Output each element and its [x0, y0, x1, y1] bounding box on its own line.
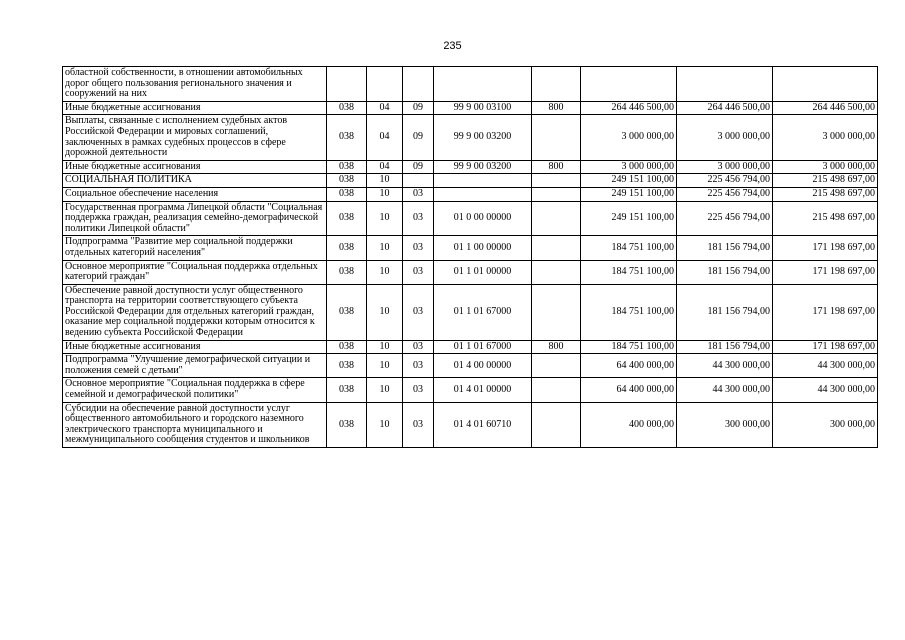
- row-amount-3: 215 498 697,00: [773, 201, 878, 236]
- row-name: Субсидии на обеспечение равной доступности услуг общественного автомобильного и городского наземного электрического транспорта муниципального и межмуниципального сообщения студентов и школьников: [63, 402, 327, 447]
- table-row: [63, 402, 878, 447]
- table-row: [63, 67, 878, 102]
- row-vr: 800: [532, 160, 581, 174]
- row-csr: 01 4 00 00000: [434, 354, 532, 378]
- row-pr: 09: [403, 115, 434, 160]
- row-gr: 038: [327, 340, 367, 354]
- row-csr: 01 1 01 00000: [434, 260, 532, 284]
- row-gr: 038: [327, 201, 367, 236]
- row-vr: [532, 67, 581, 102]
- row-amount-2: 3 000 000,00: [677, 160, 773, 174]
- row-csr: 01 1 00 00000: [434, 236, 532, 260]
- row-amount-1: 184 751 100,00: [581, 284, 677, 340]
- row-rz: [367, 67, 403, 102]
- row-vr: 800: [532, 101, 581, 115]
- row-name: Основное мероприятие "Социальная поддержка отдельных категорий граждан": [63, 260, 327, 284]
- row-amount-3: 171 198 697,00: [773, 236, 878, 260]
- row-vr: [532, 115, 581, 160]
- row-csr: [434, 174, 532, 188]
- row-rz: 10: [367, 402, 403, 447]
- table-row: [63, 378, 878, 402]
- row-rz: 04: [367, 101, 403, 115]
- row-amount-1: 184 751 100,00: [581, 340, 677, 354]
- row-pr: 03: [403, 201, 434, 236]
- table-row: [63, 236, 878, 260]
- row-pr: 03: [403, 284, 434, 340]
- row-gr: 038: [327, 402, 367, 447]
- row-rz: 10: [367, 378, 403, 402]
- row-amount-2: [677, 67, 773, 102]
- row-pr: 03: [403, 378, 434, 402]
- row-vr: [532, 236, 581, 260]
- row-pr: [403, 67, 434, 102]
- row-name: Государственная программа Липецкой области "Социальная поддержка граждан, реализация семейно-демографической политики Липецкой области": [63, 201, 327, 236]
- row-vr: [532, 174, 581, 188]
- row-pr: 03: [403, 340, 434, 354]
- row-vr: [532, 284, 581, 340]
- row-pr: 03: [403, 260, 434, 284]
- row-amount-2: 44 300 000,00: [677, 378, 773, 402]
- row-amount-1: 3 000 000,00: [581, 160, 677, 174]
- row-gr: 038: [327, 101, 367, 115]
- row-gr: 038: [327, 284, 367, 340]
- row-amount-3: 171 198 697,00: [773, 284, 878, 340]
- row-csr: 99 9 00 03200: [434, 160, 532, 174]
- row-rz: 04: [367, 115, 403, 160]
- row-amount-3: 171 198 697,00: [773, 260, 878, 284]
- row-name: СОЦИАЛЬНАЯ ПОЛИТИКА: [63, 174, 327, 188]
- row-vr: [532, 201, 581, 236]
- row-amount-1: 249 151 100,00: [581, 201, 677, 236]
- row-rz: 10: [367, 187, 403, 201]
- row-pr: 03: [403, 354, 434, 378]
- row-pr: 03: [403, 402, 434, 447]
- row-amount-1: 264 446 500,00: [581, 101, 677, 115]
- row-rz: 10: [367, 284, 403, 340]
- row-csr: [434, 187, 532, 201]
- page-number: 235: [443, 40, 462, 52]
- table-row: [63, 115, 878, 160]
- row-amount-2: 300 000,00: [677, 402, 773, 447]
- table-row: [63, 260, 878, 284]
- row-amount-2: 44 300 000,00: [677, 354, 773, 378]
- row-rz: 04: [367, 160, 403, 174]
- row-vr: [532, 378, 581, 402]
- row-csr: 01 1 01 67000: [434, 284, 532, 340]
- row-amount-2: 3 000 000,00: [677, 115, 773, 160]
- budget-table: [62, 66, 878, 448]
- row-csr: 99 9 00 03200: [434, 115, 532, 160]
- row-name: Подпрограмма "Улучшение демографической ситуации и положения семей с детьми": [63, 354, 327, 378]
- row-gr: 038: [327, 236, 367, 260]
- row-amount-2: 181 156 794,00: [677, 284, 773, 340]
- row-amount-3: 171 198 697,00: [773, 340, 878, 354]
- table-row: [63, 101, 878, 115]
- table-row: [63, 174, 878, 188]
- table-row: [63, 187, 878, 201]
- row-amount-1: 184 751 100,00: [581, 260, 677, 284]
- row-gr: 038: [327, 378, 367, 402]
- row-rz: 10: [367, 340, 403, 354]
- row-pr: 09: [403, 160, 434, 174]
- row-rz: 10: [367, 260, 403, 284]
- row-name: Иные бюджетные ассигнования: [63, 160, 327, 174]
- row-csr: 01 4 01 60710: [434, 402, 532, 447]
- row-amount-1: 3 000 000,00: [581, 115, 677, 160]
- row-csr: 01 0 00 00000: [434, 201, 532, 236]
- row-gr: 038: [327, 160, 367, 174]
- table-row: [63, 354, 878, 378]
- table-row: [63, 284, 878, 340]
- row-rz: 10: [367, 354, 403, 378]
- row-vr: [532, 187, 581, 201]
- row-csr: 01 4 01 00000: [434, 378, 532, 402]
- row-amount-3: 44 300 000,00: [773, 354, 878, 378]
- row-amount-2: 225 456 794,00: [677, 187, 773, 201]
- row-rz: 10: [367, 174, 403, 188]
- row-gr: 038: [327, 174, 367, 188]
- row-amount-3: 3 000 000,00: [773, 160, 878, 174]
- row-gr: 038: [327, 354, 367, 378]
- row-name: Обеспечение равной доступности услуг общественного транспорта на территории соответствующего субъекта Российской Федерации для отдельных категорий граждан, оказание мер социальной поддержки которым относится к ведению субъекта Российской Федерации: [63, 284, 327, 340]
- row-rz: 10: [367, 201, 403, 236]
- row-csr: [434, 67, 532, 102]
- row-name: Социальное обеспечение населения: [63, 187, 327, 201]
- row-amount-1: 184 751 100,00: [581, 236, 677, 260]
- row-amount-1: 400 000,00: [581, 402, 677, 447]
- row-vr: 800: [532, 340, 581, 354]
- row-amount-1: 249 151 100,00: [581, 187, 677, 201]
- row-amount-2: 181 156 794,00: [677, 340, 773, 354]
- row-gr: [327, 67, 367, 102]
- row-amount-1: 64 400 000,00: [581, 378, 677, 402]
- row-gr: 038: [327, 115, 367, 160]
- row-pr: 03: [403, 187, 434, 201]
- row-amount-2: 181 156 794,00: [677, 260, 773, 284]
- row-amount-3: 44 300 000,00: [773, 378, 878, 402]
- row-amount-3: 3 000 000,00: [773, 115, 878, 160]
- row-name: Иные бюджетные ассигнования: [63, 340, 327, 354]
- row-vr: [532, 260, 581, 284]
- row-rz: 10: [367, 236, 403, 260]
- row-name: Подпрограмма "Развитие мер социальной поддержки отдельных категорий населения": [63, 236, 327, 260]
- row-vr: [532, 354, 581, 378]
- row-amount-3: 300 000,00: [773, 402, 878, 447]
- row-amount-1: 64 400 000,00: [581, 354, 677, 378]
- row-amount-2: 264 446 500,00: [677, 101, 773, 115]
- table-row: [63, 201, 878, 236]
- row-amount-2: 181 156 794,00: [677, 236, 773, 260]
- row-amount-1: [581, 67, 677, 102]
- row-name: Основное мероприятие "Социальная поддержка в сфере семейной и демографической политики": [63, 378, 327, 402]
- table-row: [63, 340, 878, 354]
- table-row: [63, 160, 878, 174]
- row-amount-3: 264 446 500,00: [773, 101, 878, 115]
- row-amount-3: 215 498 697,00: [773, 187, 878, 201]
- row-csr: 01 1 01 67000: [434, 340, 532, 354]
- row-gr: 038: [327, 260, 367, 284]
- row-pr: [403, 174, 434, 188]
- row-pr: 09: [403, 101, 434, 115]
- row-csr: 99 9 00 03100: [434, 101, 532, 115]
- row-name: областной собственности, в отношении автомобильных дорог общего пользования регионального значения и сооружений на них: [63, 67, 327, 102]
- row-amount-3: [773, 67, 878, 102]
- row-gr: 038: [327, 187, 367, 201]
- row-amount-3: 215 498 697,00: [773, 174, 878, 188]
- row-pr: 03: [403, 236, 434, 260]
- row-name: Иные бюджетные ассигнования: [63, 101, 327, 115]
- row-vr: [532, 402, 581, 447]
- row-name: Выплаты, связанные с исполнением судебных актов Российской Федерации и мировых соглашений, заключенных в рамках судебных процессов в сфере дорожной деятельности: [63, 115, 327, 160]
- row-amount-1: 249 151 100,00: [581, 174, 677, 188]
- row-amount-2: 225 456 794,00: [677, 174, 773, 188]
- row-amount-2: 225 456 794,00: [677, 201, 773, 236]
